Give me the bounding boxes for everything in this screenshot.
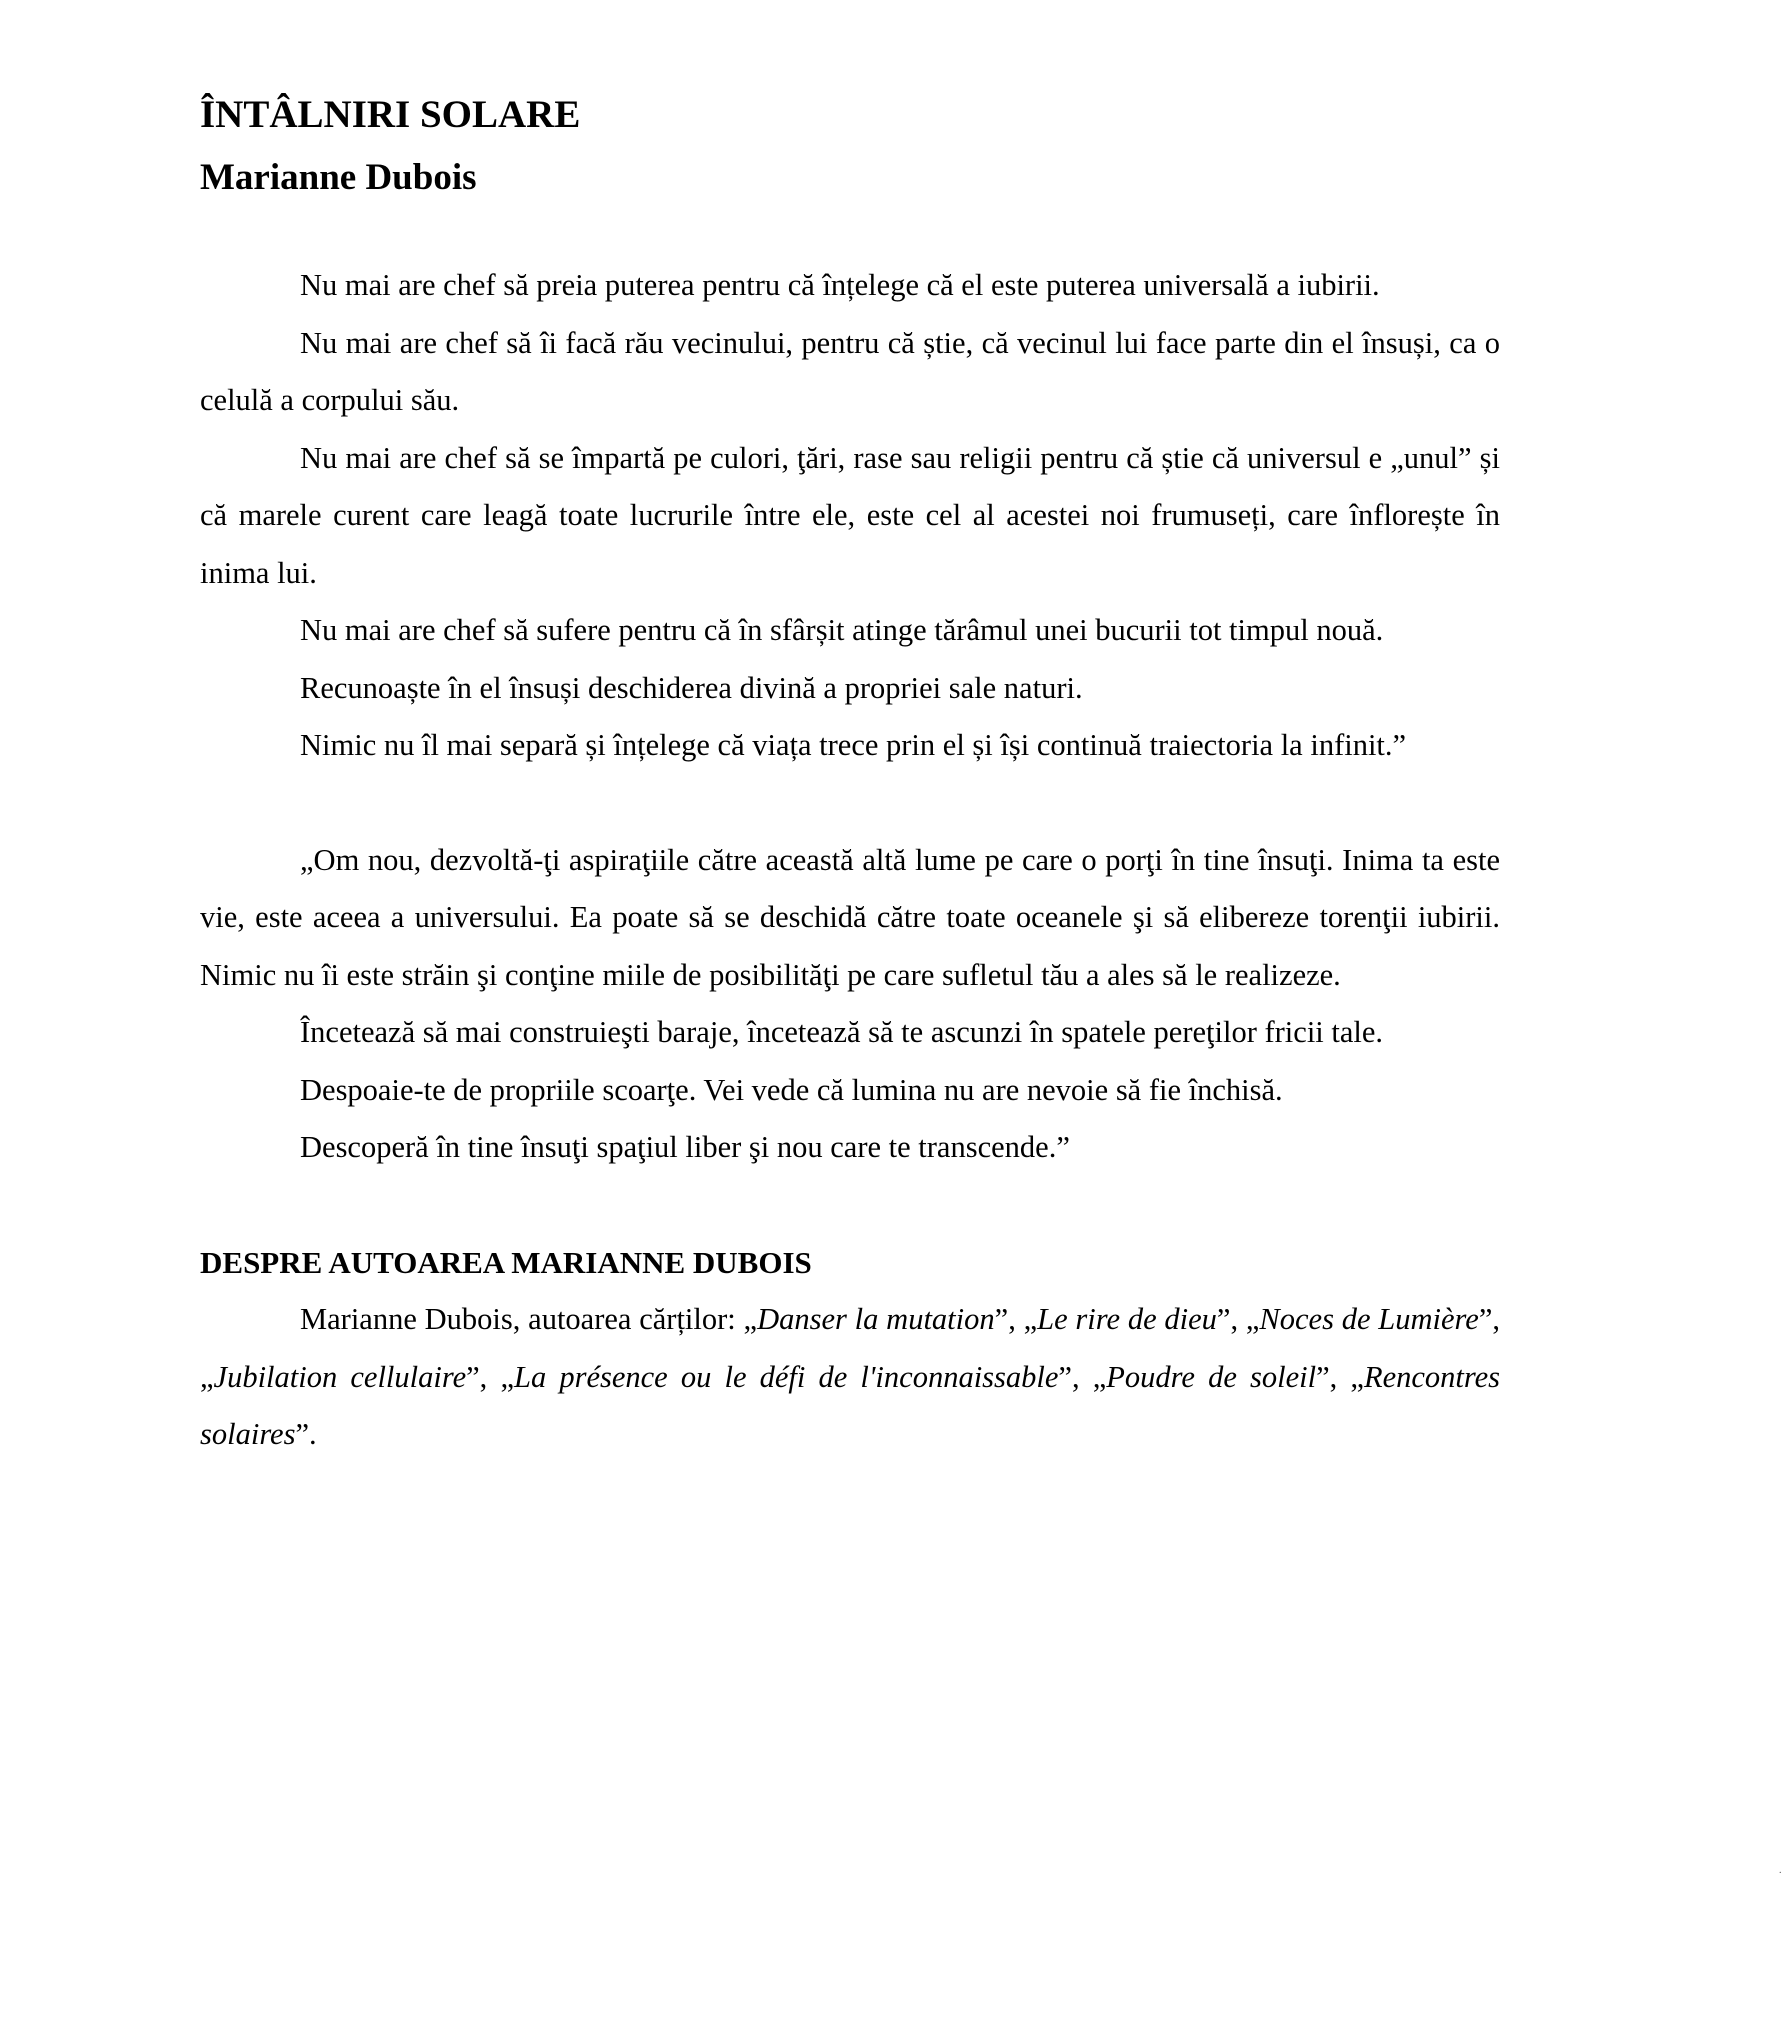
- book-title: La présence ou le défi de l'inconnaissable: [513, 1359, 1059, 1394]
- book-list: „Danser la mutation”, „Le rire de dieu”, „Noces de Lumière”, „Jubilation cellulaire”, „La présence ou le défi de l'inconnaissable”, „Poudre de soleil”, „Rencontres solaires”.: [200, 1302, 1501, 1452]
- book-title: Poudre de soleil: [1106, 1359, 1317, 1394]
- document-author: Marianne Dubois: [200, 156, 477, 198]
- document-title: ÎNTÂLNIRI SOLARE: [200, 93, 581, 136]
- book-title: Rencontres solaires: [200, 1359, 1501, 1452]
- section-1: [200, 257, 1500, 775]
- about-intro: Marianne Dubois, autoarea cărților:: [300, 1302, 744, 1337]
- paragraph: Nu mai are chef să se împartă pe culori, ţări, rase sau religii pentru că știe că universul e „unul” și că marele curent care leagă toate lucrurile între ele, este cel al acestei noi frumuseți, care înflorește în inima lui.: [200, 440, 1500, 590]
- book-title: Le rire de dieu: [1037, 1302, 1217, 1337]
- paragraph: „Om nou, dezvoltă-ţi aspiraţiile către această altă lume pe care o porţi în tine însuţi. Inima ta este vie, este aceea a universului. Ea poate să se deschidă către toate oceanele şi să elibereze torenţii iubirii. Nimic nu îi este străin şi conţine miile de posibilităţi pe care sufletul tău a ales să le realizeze.: [200, 842, 1500, 992]
- paragraph: Nu mai are chef să preia puterea pentru că înțelege că el este puterea universală a iubirii.: [300, 268, 1380, 303]
- paragraph: Nu mai are chef să îi facă rău vecinului, pentru că știe, că vecinul lui face parte din el însuși, ca o celulă a corpului său.: [200, 325, 1500, 418]
- book-title: Jubilation cellulaire: [213, 1359, 467, 1394]
- page-marker: .: [1779, 1865, 1782, 1876]
- about-author-section: [200, 1234, 1500, 1464]
- paragraph: Recunoaște în el însuși deschiderea divină a propriei sale naturi.: [300, 670, 1083, 705]
- book-title: Danser la mutation: [757, 1302, 995, 1337]
- paragraph: Nimic nu îl mai separă și înțelege că viața trece prin el și își continuă traiectoria la infinit.”: [300, 728, 1407, 763]
- about-author-paragraph: [200, 1291, 1500, 1464]
- paragraph: Despoaie-te de propriile scoarţe. Vei vede că lumina nu are nevoie să fie închisă.: [300, 1072, 1283, 1107]
- section-2: [200, 832, 1500, 1177]
- paragraph: Încetează să mai construieşti baraje, încetează să te ascunzi în spatele pereţilor fricii tale.: [300, 1015, 1384, 1050]
- about-author-heading: DESPRE AUTOAREA MARIANNE DUBOIS: [200, 1244, 812, 1280]
- paragraph: Nu mai are chef să sufere pentru că în sfârșit atinge tărâmul unei bucurii tot timpul nouă.: [300, 613, 1384, 648]
- document-page: [200, 92, 1500, 1464]
- paragraph: Descoperă în tine însuţi spaţiul liber şi nou care te transcende.”: [300, 1130, 1070, 1165]
- book-title: Noces de Lumière: [1259, 1302, 1479, 1337]
